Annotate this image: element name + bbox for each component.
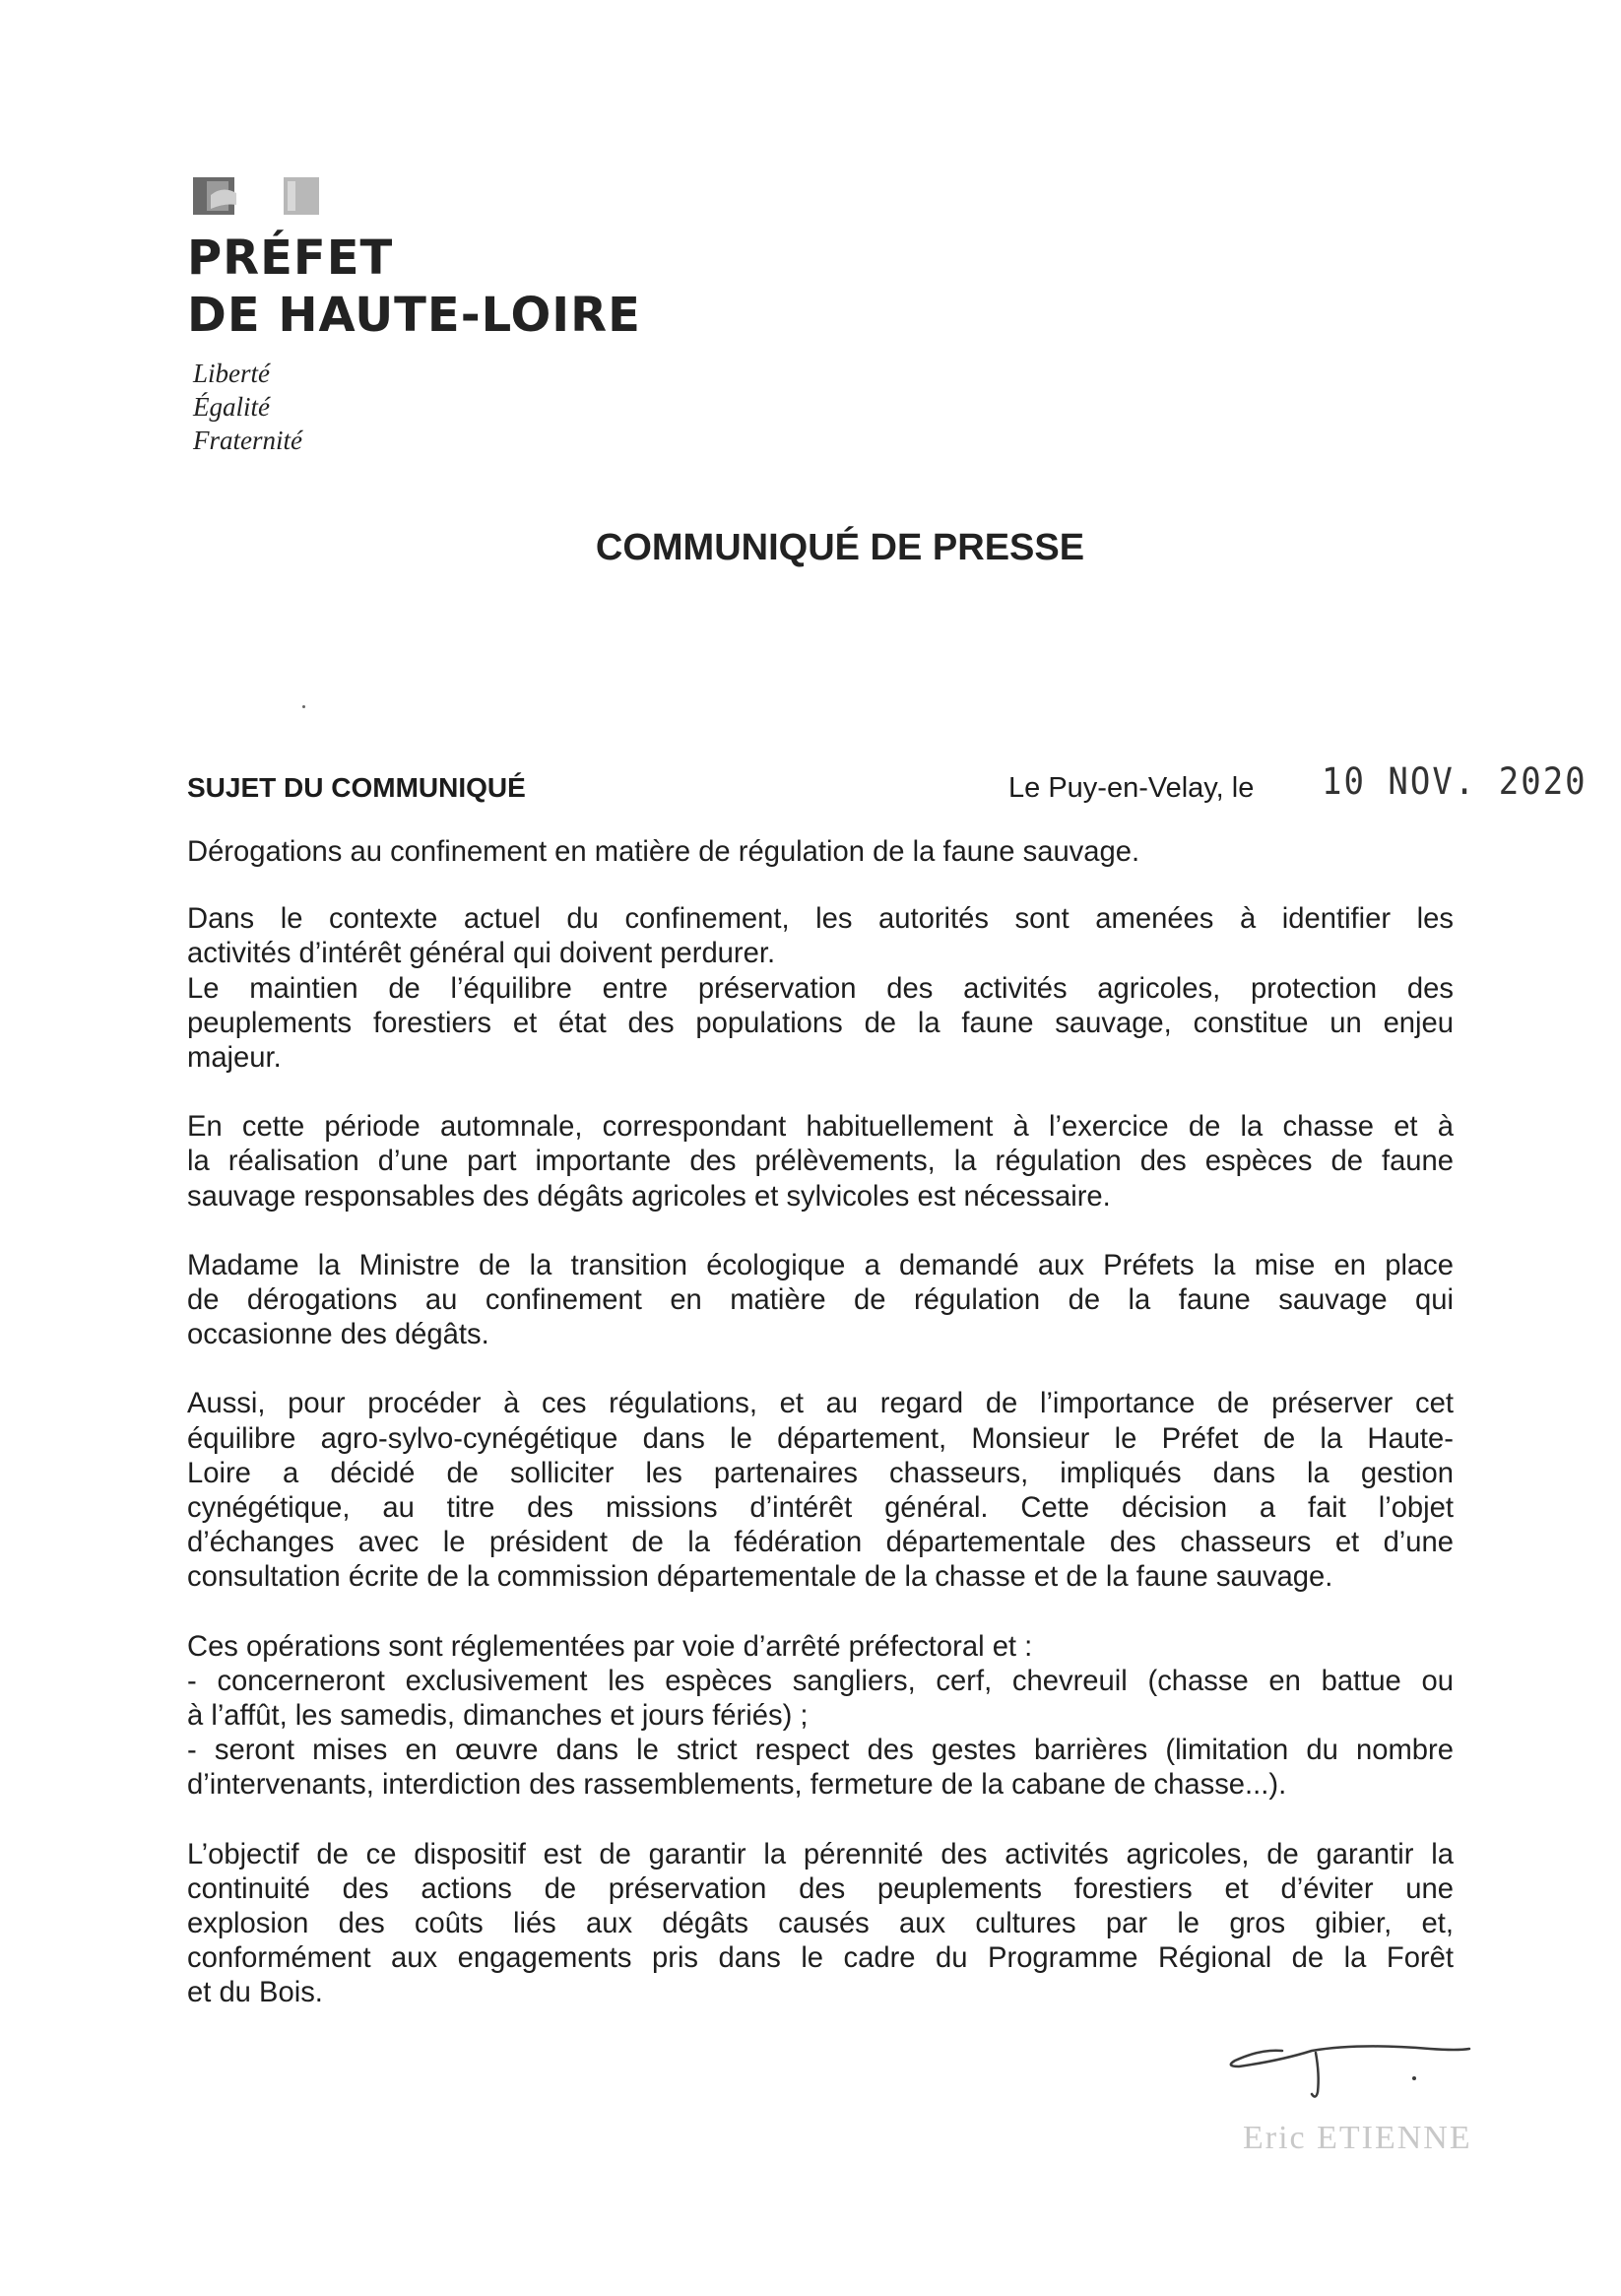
- prefecture-line-1: PRÉFET: [187, 230, 394, 286]
- paragraph-operations: [187, 1630, 1454, 1804]
- text-line: et du Bois.: [187, 1977, 323, 2009]
- text-line: peuplements forestiers et état des populations de la faune sauvage, constitue un enjeu: [187, 1007, 1454, 1039]
- signatory-name: Eric ETIENNE: [1243, 2120, 1472, 2156]
- paragraph-season: [187, 1110, 1454, 1214]
- text-line: d’intervenants, interdiction des rassemblements, fermeture de la cabane de chasse...).: [187, 1769, 1287, 1802]
- paragraph-objective: [187, 1838, 1454, 2011]
- text-line: consultation écrite de la commission départementale de la chasse et de la faune sauvage.: [187, 1561, 1333, 1594]
- text-line: Madame la Ministre de la transition écologique a demandé aux Préfets la mise en place: [187, 1249, 1454, 1281]
- motto-egalite: Égalité: [193, 392, 270, 422]
- text-line: de dérogations au confinement en matière de régulation de la faune sauvage qui: [187, 1284, 1454, 1317]
- subject-label: SUJET DU COMMUNIQUÉ: [187, 772, 526, 803]
- text-line: L’objectif de ce dispositif est de garantir la pérennité des activités agricoles, de garantir la: [187, 1838, 1454, 1870]
- text-line: Dans le contexte actuel du confinement, les autorités sont amenées à identifier les: [187, 903, 1454, 936]
- text-line: Loire a décidé de solliciter les partenaires chasseurs, impliqués dans la gestion: [187, 1457, 1454, 1489]
- prefecture-line-2: DE HAUTE-LOIRE: [187, 288, 641, 343]
- paragraph-context: [187, 902, 1454, 1076]
- text-line: conformément aux engagements pris dans le cadre du Programme Régional de la Forêt: [187, 1942, 1454, 1975]
- motto-fraternite: Fraternité: [193, 426, 302, 455]
- subject-row: [187, 760, 1588, 818]
- republic-motto: [193, 357, 302, 457]
- text-line: continuité des actions de préservation des peuplements forestiers et d’éviter une: [187, 1872, 1454, 1905]
- text-line: occasionne des dégâts.: [187, 1319, 489, 1351]
- prefecture-name: [187, 230, 641, 344]
- text-line: Aussi, pour procéder à ces régulations, et au regard de l’importance de préserver cet: [187, 1388, 1454, 1420]
- motto-liberte: Liberté: [193, 359, 270, 388]
- place-label: Le Puy-en-Velay, le: [1008, 772, 1255, 804]
- text-line: activités d’intérêt général qui doivent perdurer.: [187, 938, 776, 970]
- body-text: [187, 835, 1454, 2046]
- text-line: à l’affût, les samedis, dimanches et jours fériés) ;: [187, 1700, 809, 1733]
- paragraph-subject: [187, 835, 1454, 870]
- text-line: cynégétique, au titre des missions d’intérêt général. Cette décision a fait l’objet: [187, 1492, 1454, 1525]
- paragraph-minister: [187, 1249, 1454, 1353]
- text-line: majeur.: [187, 1042, 282, 1075]
- date-stamp: 10 NOV. 2020: [1322, 760, 1588, 804]
- document-title: COMMUNIQUÉ DE PRESSE: [595, 527, 1085, 568]
- text-line: - concerneront exclusivement les espèces sangliers, cerf, chevreuil (chasse en battue ou: [187, 1665, 1454, 1697]
- marianne-logo: [193, 175, 323, 217]
- text-line: explosion des coûts liés aux dégâts causés aux cultures par le gros gibier, et,: [187, 1908, 1454, 1940]
- handwritten-signature: [1221, 2009, 1477, 2118]
- text-line: Le maintien de l’équilibre entre préservation des activités agricoles, protection des: [187, 972, 1454, 1005]
- text-line: sauvage responsables des dégâts agricoles et sylvicoles est nécessaire.: [187, 1180, 1111, 1213]
- text-line: équilibre agro-sylvo-cynégétique dans le département, Monsieur le Préfet de la Haute-: [187, 1422, 1454, 1455]
- text-line: En cette période automnale, correspondant habituellement à l’exercice de la chasse et à: [187, 1111, 1454, 1144]
- text-line: Dérogations au confinement en matière de régulation de la faune sauvage.: [187, 836, 1140, 868]
- text-line: - seront mises en œuvre dans le strict respect des gestes barrières (limitation du nombre: [187, 1735, 1454, 1767]
- paragraph-decision: [187, 1387, 1454, 1595]
- scan-speck: [302, 705, 305, 708]
- text-line: d’échanges avec le président de la fédération départementale des chasseurs et d’une: [187, 1527, 1454, 1559]
- text-line: la réalisation d’une part importante des prélèvements, la régulation des espèces de faune: [187, 1146, 1454, 1178]
- text-line: Ces opérations sont réglementées par voie d’arrêté préfectoral et :: [187, 1630, 1033, 1663]
